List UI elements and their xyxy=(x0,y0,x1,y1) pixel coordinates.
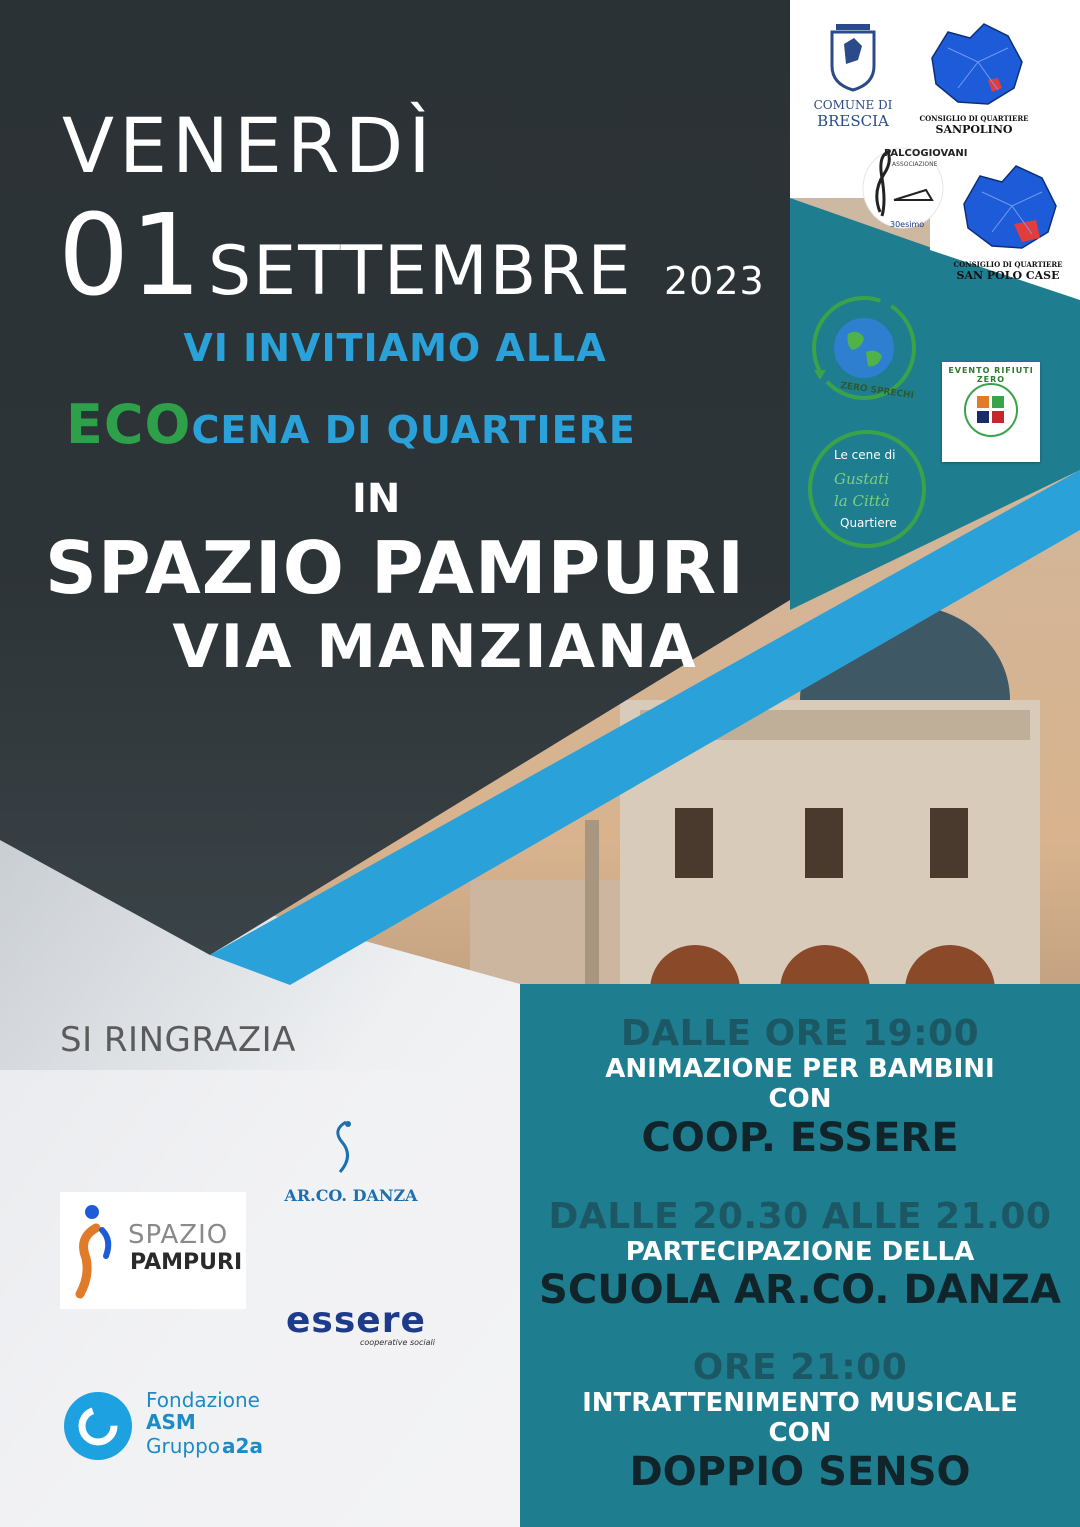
logo-sanpolo-case xyxy=(952,160,1064,280)
schedule-item-2 xyxy=(520,1197,1080,1313)
logo-fondazione-asm xyxy=(62,1386,282,1466)
dancer-icon xyxy=(276,1118,426,1178)
eco-word: ECO xyxy=(66,393,192,456)
comune-line2: BRESCIA xyxy=(817,112,889,130)
schedule-desc: INTRATTENIMENTO MUSICALE xyxy=(582,1387,1018,1418)
day-number: 01 xyxy=(58,191,203,321)
weekday: VENERDÌ xyxy=(62,101,436,190)
sanpolino-line2: SANPOLINO xyxy=(935,123,1013,136)
cene-line1: Le cene di xyxy=(834,448,896,462)
schedule-performer: SCUOLA AR.CO. DANZA xyxy=(539,1267,1061,1314)
comune-line1: COMUNE DI xyxy=(813,98,893,112)
schedule-time: DALLE ORE 19:00 xyxy=(620,1013,980,1054)
palco-anniversary: 30esimo xyxy=(890,220,925,229)
arco-danza-text: AR.CO. DANZA xyxy=(284,1186,418,1205)
logo-palcogiovani xyxy=(858,142,968,234)
zero-sprechi-text: ZERO SPRECHI xyxy=(839,380,915,402)
in-word: IN xyxy=(352,476,401,522)
event-name xyxy=(66,393,636,456)
fondazione-line1: Fondazione xyxy=(146,1388,260,1412)
palco-subtitle: ASSOCIAZIONE xyxy=(892,161,938,168)
sanpolino-line1: CONSIGLIO DI QUARTIERE xyxy=(919,114,1029,123)
logo-zero-sprechi xyxy=(800,290,928,406)
logo-essere xyxy=(286,1300,436,1350)
asm-ring-icon xyxy=(62,1390,134,1462)
logo-cene-quartiere xyxy=(808,430,926,548)
cene-line2: Gustati xyxy=(834,470,890,488)
schedule-performer: COOP. ESSERE xyxy=(641,1114,959,1161)
district-map-icon xyxy=(918,18,1030,110)
gruppo-word: Gruppo xyxy=(146,1434,221,1458)
district-map-icon xyxy=(952,160,1064,256)
year: 2023 xyxy=(664,259,765,303)
cene-line4: Quartiere xyxy=(840,516,897,530)
schedule-time: ORE 21:00 xyxy=(692,1347,908,1388)
invite-text: VI INVITIAMO ALLA xyxy=(183,326,607,370)
essere-text: essere xyxy=(286,1300,426,1341)
schedule-performer: DOPPIO SENSO xyxy=(629,1448,971,1495)
sanpolo-line2: SAN POLO CASE xyxy=(956,269,1060,282)
schedule-item-1 xyxy=(520,1014,1080,1161)
coat-of-arms-icon xyxy=(808,16,898,94)
logo-spazio-pampuri xyxy=(60,1192,246,1309)
logo-rifiuti-zero xyxy=(942,362,1040,462)
venue-street: VIA MANZIANA xyxy=(172,612,698,682)
fondazione-line2: ASM xyxy=(146,1410,196,1434)
essere-subtitle: cooperative sociali xyxy=(360,1338,435,1347)
schedule-desc: PARTECIPAZIONE DELLA xyxy=(625,1236,975,1267)
rifiuti-zero-text: EVENTO RIFIUTI ZERO xyxy=(948,366,1034,384)
logo-arco-danza xyxy=(276,1118,426,1208)
fondazione-line3 xyxy=(146,1434,263,1458)
logo-comune-brescia xyxy=(808,16,898,128)
figure-icon xyxy=(66,1192,126,1309)
spazio-line2: PAMPURI xyxy=(130,1250,243,1275)
schedule-time: DALLE 20.30 ALLE 21.00 xyxy=(548,1196,1052,1237)
month: SETTEMBRE xyxy=(208,232,633,311)
venue-name: SPAZIO PAMPURI xyxy=(44,526,745,610)
logo-sanpolino xyxy=(918,18,1030,136)
sanpolo-line1: CONSIGLIO DI QUARTIERE xyxy=(953,260,1063,269)
cene-line3: la Città xyxy=(834,492,890,510)
schedule-desc-con: CON xyxy=(768,1084,832,1115)
event-name-rest: CENA DI QUARTIERE xyxy=(191,408,636,452)
schedule-desc-con: CON xyxy=(768,1418,832,1449)
a2a-word: a2a xyxy=(222,1434,263,1458)
spazio-line1: SPAZIO xyxy=(128,1220,229,1250)
palco-name: PALCOGIOVANI xyxy=(884,148,968,159)
schedule-item-3 xyxy=(520,1348,1080,1495)
thanks-label: SI RINGRAZIA xyxy=(60,1020,296,1060)
schedule-desc: ANIMAZIONE PER BAMBINI xyxy=(605,1053,995,1084)
